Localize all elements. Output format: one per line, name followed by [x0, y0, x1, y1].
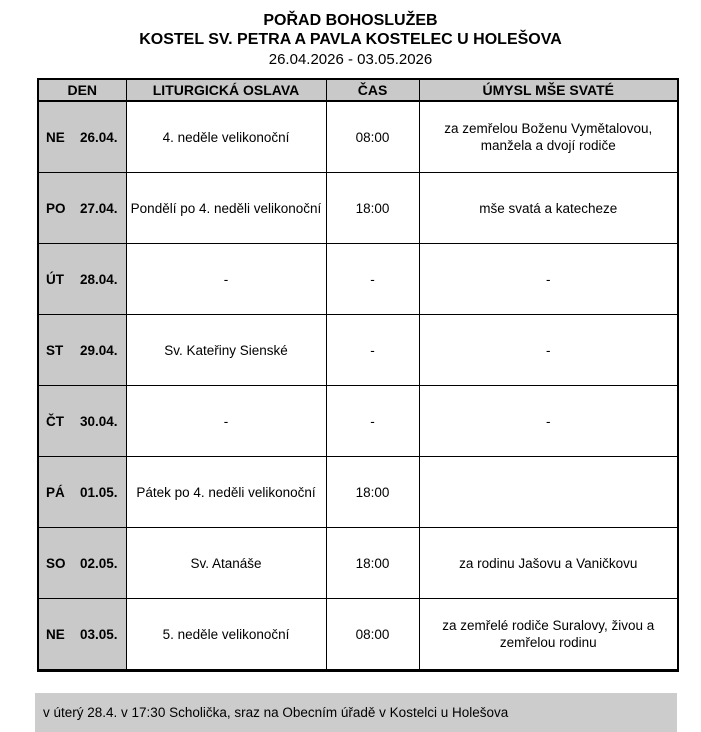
day-cell [38, 457, 126, 528]
day-cell [38, 386, 126, 457]
celebration-cell: - [126, 386, 326, 457]
intention-cell: mše svatá a katecheze [419, 173, 678, 244]
celebration-cell: - [126, 244, 326, 315]
intention-cell: za zemřelou Boženu Vymětalovou, manžela a dvojí rodiče [419, 101, 678, 173]
intention-cell [419, 457, 678, 528]
table-row [38, 173, 678, 244]
day-label [39, 413, 126, 430]
day-date: 27.04. [80, 200, 118, 216]
day-date: 28.04. [80, 271, 118, 287]
table-row [38, 315, 678, 386]
time-cell: - [326, 244, 419, 315]
intention-cell: za zemřelé rodiče Suralovy, živou a zemřelou rodinu [419, 599, 678, 671]
celebration-cell: Pátek po 4. neděli velikonoční [126, 457, 326, 528]
day-label [39, 342, 126, 359]
day-abbr: NE [46, 626, 65, 642]
time-cell: 18:00 [326, 457, 419, 528]
table-row [38, 244, 678, 315]
day-date: 03.05. [80, 626, 118, 642]
day-abbr: NE [46, 129, 65, 145]
day-cell [38, 528, 126, 599]
day-date: 26.04. [80, 129, 118, 145]
celebration-cell: Sv. Atanáše [126, 528, 326, 599]
day-label [39, 626, 126, 643]
day-abbr: ČT [46, 413, 64, 429]
day-cell [38, 599, 126, 671]
intention-cell: za rodinu Jašovu a Vaničkovu [419, 528, 678, 599]
table-header [38, 79, 678, 101]
intention-cell: - [419, 315, 678, 386]
day-label [39, 271, 126, 288]
celebration-cell: Sv. Kateřiny Sienské [126, 315, 326, 386]
intention-cell: - [419, 244, 678, 315]
church-name: KOSTEL SV. PETRA A PAVLA KOSTELEC U HOLEŠOVA [139, 31, 562, 48]
intention-cell: - [419, 386, 678, 457]
schedule-table [37, 78, 679, 672]
time-cell: - [326, 315, 419, 386]
table-row [38, 386, 678, 457]
table-row [38, 599, 678, 671]
column-header-liturgical: LITURGICKÁ OSLAVA [126, 79, 326, 101]
document-header [0, 0, 701, 69]
time-cell: 08:00 [326, 599, 419, 671]
day-date: 30.04. [80, 413, 118, 429]
day-abbr: PÁ [46, 484, 65, 500]
time-cell: 18:00 [326, 173, 419, 244]
day-cell [38, 173, 126, 244]
day-cell [38, 244, 126, 315]
day-abbr: SO [46, 555, 66, 571]
day-label [39, 129, 126, 146]
table-row [38, 528, 678, 599]
table-row [38, 101, 678, 173]
celebration-cell: Pondělí po 4. neděli velikonoční [126, 173, 326, 244]
day-cell [38, 101, 126, 173]
time-cell: 18:00 [326, 528, 419, 599]
day-abbr: ÚT [46, 271, 64, 287]
celebration-cell: 5. neděle velikonoční [126, 599, 326, 671]
day-label [39, 200, 126, 217]
table-row [38, 457, 678, 528]
day-label [39, 484, 126, 501]
page-title: POŘAD BOHOSLUŽEB [263, 12, 438, 29]
header-row [38, 79, 678, 101]
time-cell: - [326, 386, 419, 457]
column-header-time: ČAS [326, 79, 419, 101]
column-header-day: DEN [38, 79, 126, 101]
day-date: 02.05. [80, 555, 118, 571]
celebration-cell: 4. neděle velikonoční [126, 101, 326, 173]
day-abbr: ST [46, 342, 64, 358]
footer-note-text: v úterý 28.4. v 17:30 Scholička, sraz na Obecním úřadě v Kostelci u Holešova [43, 705, 509, 720]
day-date: 29.04. [80, 342, 118, 358]
day-label [39, 555, 126, 572]
table-body [38, 101, 678, 671]
date-range: 26.04.2026 - 03.05.2026 [268, 51, 433, 68]
time-cell: 08:00 [326, 101, 419, 173]
column-header-intention: ÚMYSL MŠE SVATÉ [419, 79, 678, 101]
day-abbr: PO [46, 200, 66, 216]
day-date: 01.05. [80, 484, 118, 500]
day-cell [38, 315, 126, 386]
footer-note [35, 693, 677, 732]
